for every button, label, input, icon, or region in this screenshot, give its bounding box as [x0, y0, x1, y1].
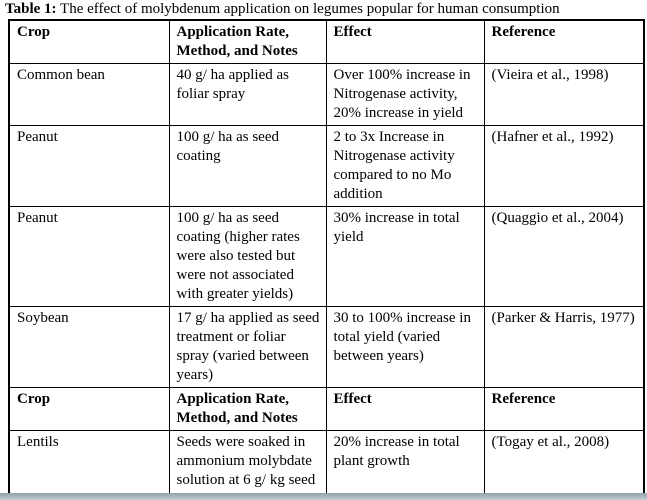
table-caption [5, 0, 560, 18]
table-row [9, 431, 644, 500]
cell-effect: 30% increase in total yield [326, 207, 484, 307]
table-row [9, 307, 644, 388]
cell-crop: Peanut [9, 126, 169, 207]
table-caption-text: The effect of molybdenum application on legumes popular for human consumption [56, 1, 560, 17]
cell-application: 100 g/ ha as seed coating [169, 126, 326, 207]
cell-effect: Over 100% increase in Nitrogenase activity, 20% increase in yield [326, 64, 484, 126]
legume-molybdenum-table [8, 19, 645, 500]
header-row [9, 20, 644, 64]
header-cell-crop: Crop [9, 20, 169, 64]
cell-crop: Lentils [9, 431, 169, 500]
cell-reference: (Parker & Harris, 1977) [484, 307, 644, 388]
header-cell-application: Application Rate, Method, and Notes [169, 20, 326, 64]
cell-crop: Soybean [9, 307, 169, 388]
cell-application: 17 g/ ha applied as seed treatment or foliar spray (varied between years) [169, 307, 326, 388]
cell-reference: (Hafner et al., 1992) [484, 126, 644, 207]
header-row-repeated [9, 388, 644, 431]
page-edge-shadow [0, 493, 647, 500]
header-cell-effect: Effect [326, 20, 484, 64]
cell-crop: Peanut [9, 207, 169, 307]
header-cell-crop: Crop [9, 388, 169, 431]
cell-reference: (Togay et al., 2008) [484, 431, 644, 500]
cell-effect: 2 to 3x Increase in Nitrogenase activity compared to no Mo addition [326, 126, 484, 207]
cell-crop: Common bean [9, 64, 169, 126]
header-cell-application: Application Rate, Method, and Notes [169, 388, 326, 431]
header-cell-effect: Effect [326, 388, 484, 431]
table-caption-label: Table 1: [5, 1, 57, 17]
cell-application: Seeds were soaked in ammonium molybdate solution at 6 g/ kg seed [169, 431, 326, 500]
cell-effect: 20% increase in total plant growth [326, 431, 484, 500]
table-row [9, 207, 644, 307]
cell-reference: (Quaggio et al., 2004) [484, 207, 644, 307]
table-row [9, 64, 644, 126]
header-cell-reference: Reference [484, 388, 644, 431]
cell-application: 100 g/ ha as seed coating (higher rates were also tested but were not associated with greater yields) [169, 207, 326, 307]
table-row [9, 126, 644, 207]
cell-reference: (Vieira et al., 1998) [484, 64, 644, 126]
header-cell-reference: Reference [484, 20, 644, 64]
cell-application: 40 g/ ha applied as foliar spray [169, 64, 326, 126]
cell-effect: 30 to 100% increase in total yield (varied between years) [326, 307, 484, 388]
